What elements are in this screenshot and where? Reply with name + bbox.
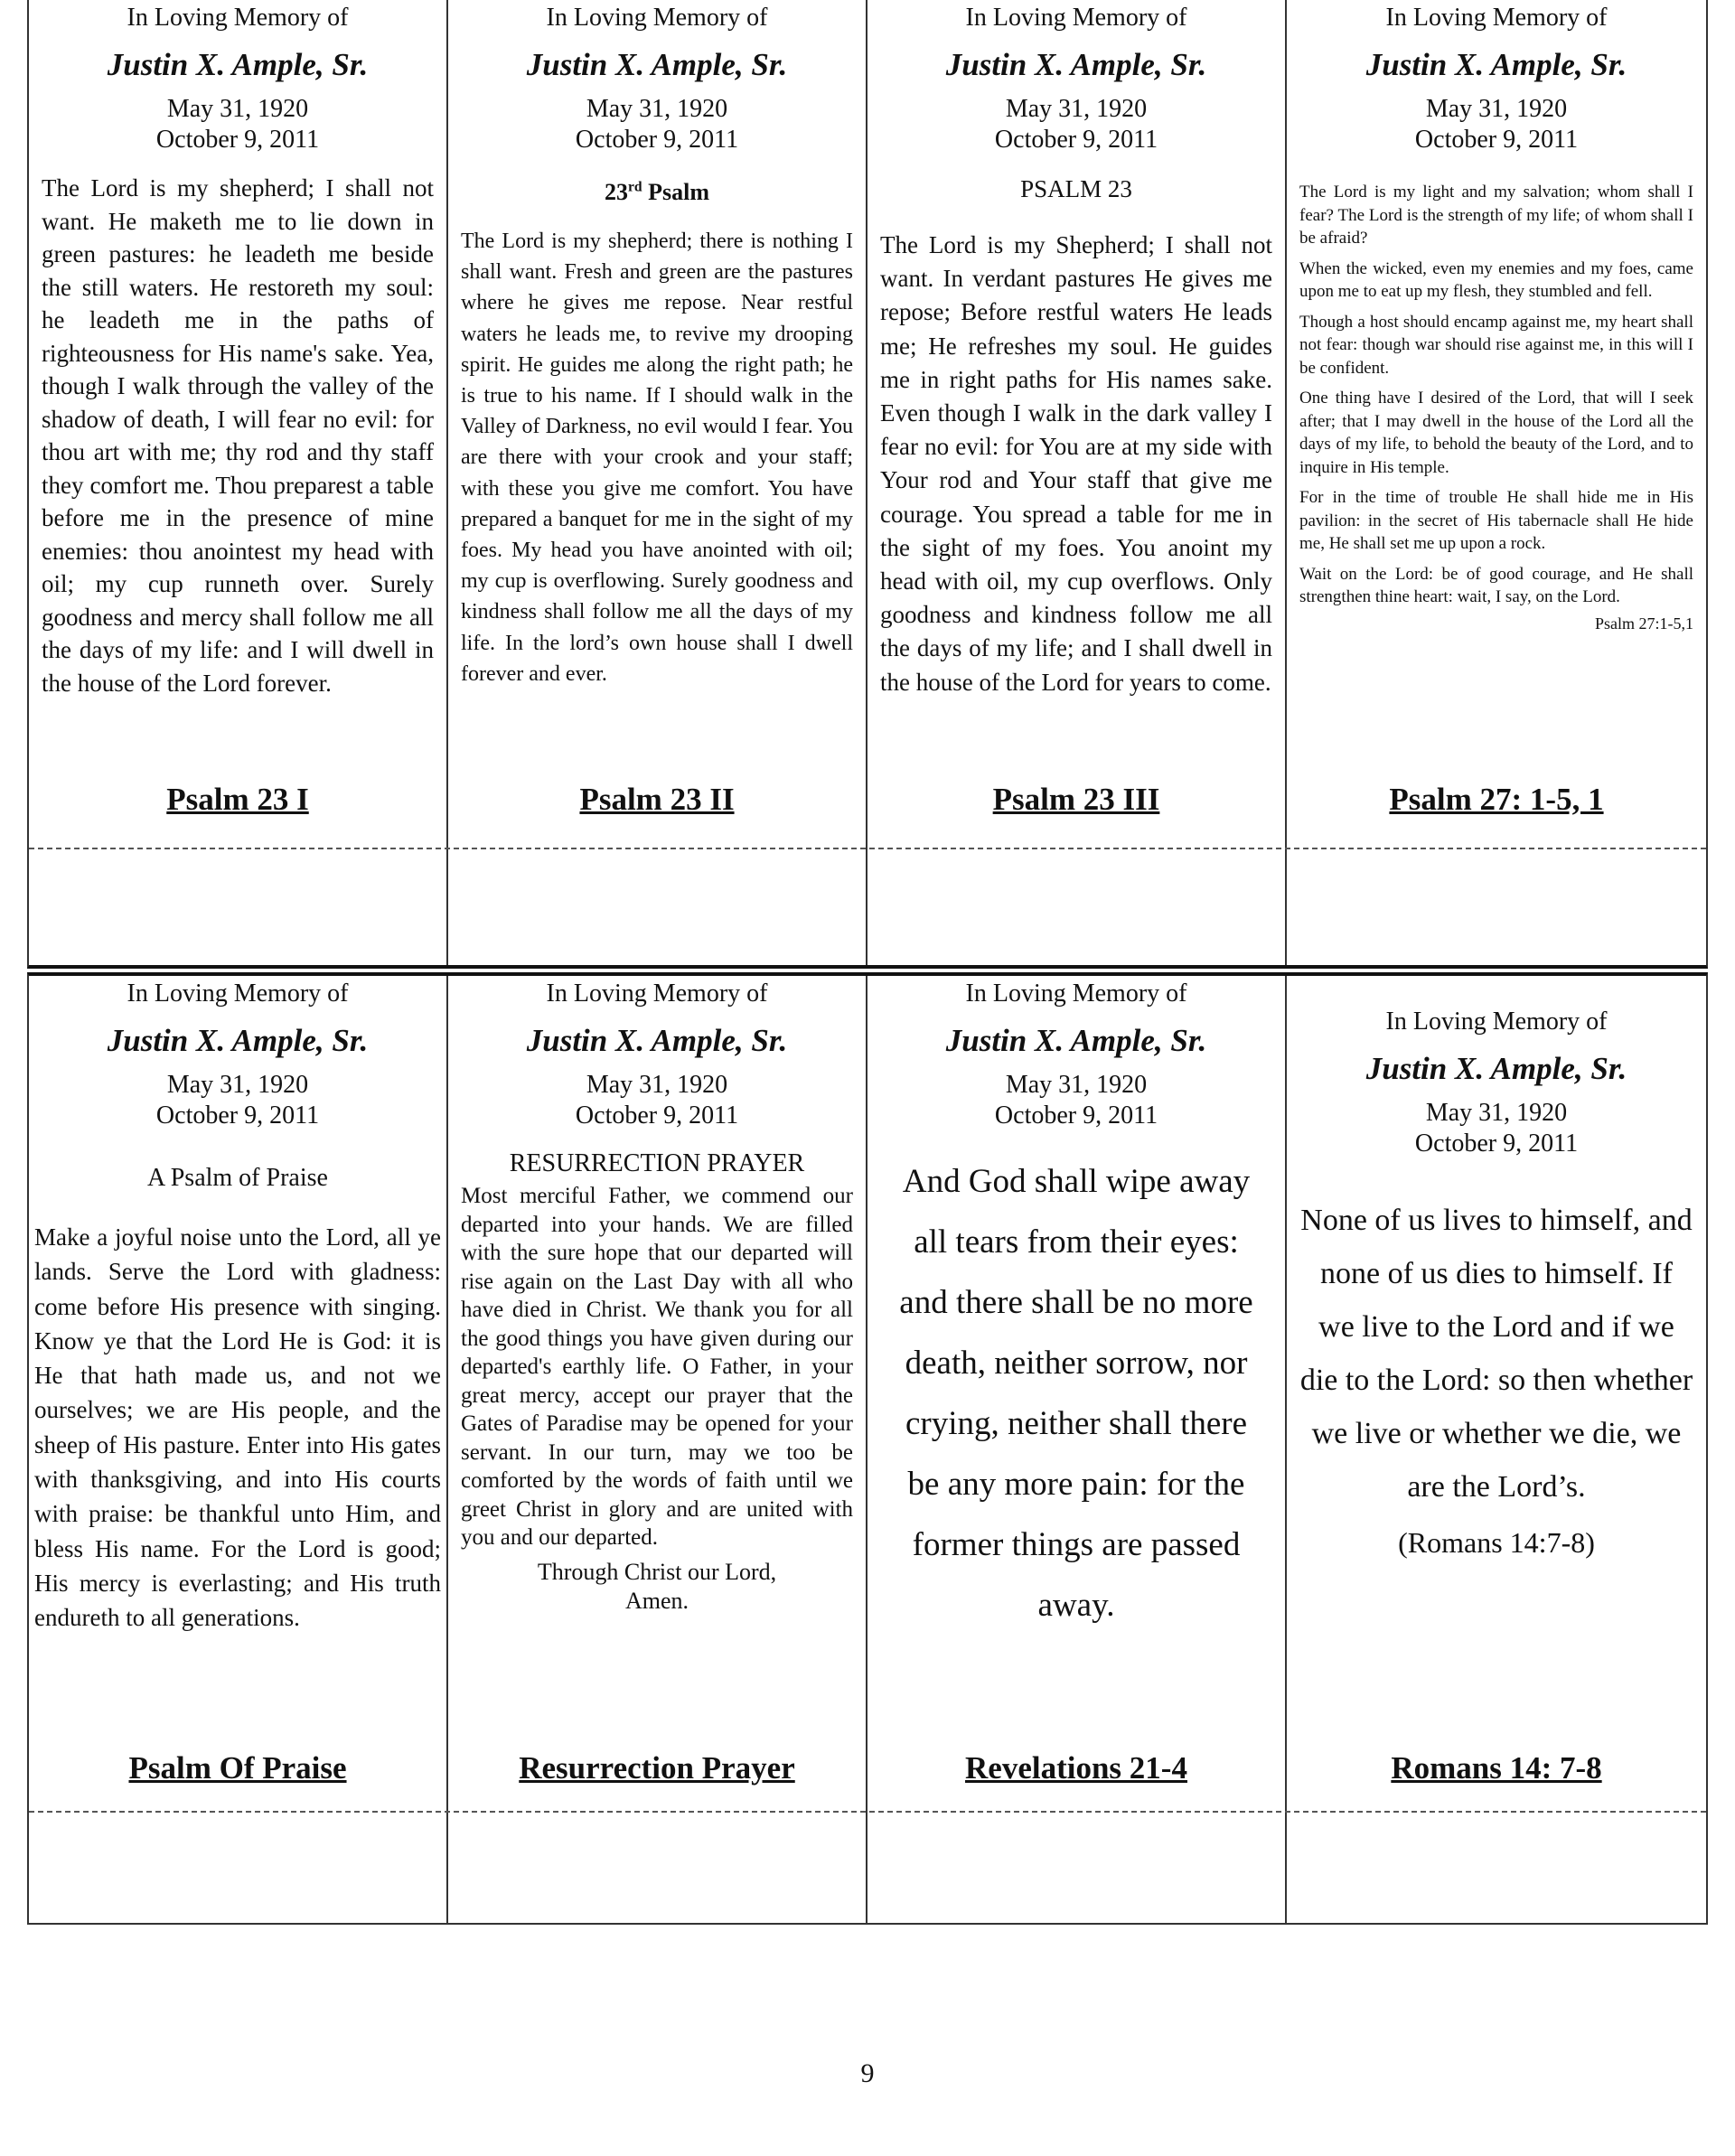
card-header [448, 2, 866, 155]
bottom-card-sheet [27, 972, 1708, 1925]
verse-paragraph: Wait on the Lord: be of good courage, and He shall strengthen thine heart: wait, I say, on the Lord. [1299, 564, 1693, 606]
card-header [29, 978, 446, 1131]
birth-date: May 31, 1920 [166, 1071, 309, 1099]
card-body-text: The Lord is my shepherd; there is nothing I shall want. Fresh and green are the pastures where he gives me repose. Near restful waters he leads me, to revive my drooping spirit. He guides me along the right path; he is true to his name. If I should walk in the Valley of Darkness, no evil would I fear. You are there with your crook and your staff; with these you give me comfort. You have prepared a banquet for me in the sight of my foes. My head you have anointed with oil; my cup is overflowing. Surely goodness and kindness shall follow me all the days of my life. In the lord’s own house shall I dwell forever and ever. [461, 230, 853, 686]
death-date: October 9, 2011 [155, 126, 320, 154]
verse-citation: Psalm 27:1-5,1 [1594, 614, 1693, 633]
card-resurrection-prayer [448, 976, 868, 1923]
card-header [868, 978, 1285, 1131]
card-body-text [1287, 181, 1706, 635]
death-date: October 9, 2011 [575, 1101, 739, 1130]
card-title: Romans 14: 7-8 [1391, 1750, 1602, 1786]
card-body-text: Most merciful Father, we commend our departed into your hands. We are filled with the sure hope that our departed will rise again on the Last Day with all who have died in Christ. We thank you for all the good things you have given during our departed's earthly life. O Father, in your great mercy, accept our prayer that the Gates of Paradise may be opened for your servant. In our turn, may we too be comforted by the words of faith until we greet Christ in glory and are united with you and our departed. [461, 1184, 853, 1550]
death-date: October 9, 2011 [994, 126, 1158, 154]
cut-line [29, 1811, 1706, 1813]
card-body-text: The Lord is my shepherd; I shall not want. He maketh me to lie down in green pastures: he leadeth me beside the still waters. He restoreth my soul: he leadeth me in the paths of righteousness for His name's sake. Yea, though I walk through the valley of the shadow of death, I will fear no evil: for thou art with me; thy rod and thy staff they comfort me. Thou preparest a table before me in the presence of mine enemies: thou anointest my head with oil; my cup runneth over. Surely goodness and mercy shall follow me all the days of my life: and I will dwell in the house of the Lord forever. [42, 174, 434, 697]
memory-line: In Loving Memory of [546, 4, 768, 32]
memory-line: In Loving Memory of [1385, 1008, 1608, 1036]
deceased-name: Justin X. Ample, Sr. [945, 1023, 1207, 1058]
death-date: October 9, 2011 [1414, 1130, 1579, 1158]
card-psalm-27 [1287, 0, 1706, 965]
memorial-dates [1287, 94, 1706, 155]
verse-paragraph: For in the time of trouble He shall hide me in His pavilion: in the secret of His tabernacle shall He hide me, He shall set me up upon a rock. [1299, 488, 1693, 553]
card-subtitle: PSALM 23 [1020, 175, 1132, 202]
birth-date: May 31, 1920 [1425, 95, 1568, 123]
memorial-dates [448, 1070, 866, 1131]
card-title: Psalm 23 I [166, 782, 309, 817]
deceased-name: Justin X. Ample, Sr. [526, 47, 788, 82]
card-romans [1287, 976, 1706, 1923]
card-title: Psalm Of Praise [128, 1750, 347, 1786]
card-body-text: The Lord is my Shepherd; I shall not want. In verdant pastures He gives me repose; Before restful waters He leads me; He refreshes my soul. He guides me in right paths for His names sake. Even though I walk in the dark valley I fear no evil: for You are at my side with Your rod and Your staff that give me courage. You spread a table for me in the sight of my foes. You anoint my head with oil, my cup overflows. Only goodness and kindness follow me all the days of my life; and I shall dwell in the house of the Lord for years to come. [880, 231, 1272, 696]
card-header [29, 2, 446, 155]
verse-paragraph: One thing have I desired of the Lord, that will I seek after; that I may dwell in the house of the Lord all the days of my life, to behold the beauty of the Lord, and to inquire in His temple. [1299, 389, 1693, 477]
card-subtitle: A Psalm of Praise [147, 1164, 328, 1192]
card-body-text: None of us lives to himself, and none of us dies to himself. If we live to the Lord and if we die to the Lord: so then whether we live or whether we die, we are the Lord’s. [1299, 1204, 1693, 1504]
memory-line: In Loving Memory of [127, 980, 349, 1008]
deceased-name: Justin X. Ample, Sr. [107, 1023, 369, 1058]
deceased-name: Justin X. Ample, Sr. [526, 1023, 788, 1058]
verse-paragraph: The Lord is my light and my salvation; whom shall I fear? The Lord is the strength of my life; of whom shall I be afraid? [1299, 183, 1693, 248]
birth-date: May 31, 1920 [1005, 95, 1148, 123]
deceased-name: Justin X. Ample, Sr. [1365, 1051, 1627, 1086]
subtitle-word: Psalm [642, 179, 709, 205]
deceased-name: Justin X. Ample, Sr. [1365, 47, 1627, 82]
memorial-dates [1287, 1098, 1706, 1159]
death-date: October 9, 2011 [155, 1101, 320, 1130]
death-date: October 9, 2011 [994, 1101, 1158, 1130]
card-title: Psalm 23 II [579, 782, 735, 817]
card-body-text: And God shall wipe away all tears from their eyes: and there shall be no more death, neither sorrow, nor crying, neither shall there be any more pain: for the former things are passed away. [899, 1163, 1253, 1624]
card-psalm-23-iii [868, 0, 1287, 965]
death-date: October 9, 2011 [575, 126, 739, 154]
card-header [868, 2, 1285, 155]
card-header [1287, 1006, 1706, 1159]
memory-line: In Loving Memory of [546, 980, 768, 1008]
page-number: 9 [860, 2058, 875, 2088]
memorial-dates [29, 1070, 446, 1131]
card-title: Psalm 27: 1-5, 1 [1389, 782, 1604, 817]
cut-line [29, 848, 1706, 849]
card-header [448, 978, 866, 1131]
birth-date: May 31, 1920 [586, 95, 728, 123]
memory-line: In Loving Memory of [965, 4, 1187, 32]
card-body-text: Make a joyful noise unto the Lord, all ye lands. Serve the Lord with gladness: come before His presence with singing. Know ye that the Lord He is God: it is He that hath made us, and not we ourselves; we are His people, and the sheep of His pasture. Enter into His gates with thanksgiving, and into His courts with praise: be thankful unto Him, and bless His name. For the Lord is good; His mercy is everlasting; and His truth endureth to all generations. [34, 1223, 441, 1632]
prayer-closing [448, 1558, 866, 1616]
card-title: Resurrection Prayer [519, 1750, 795, 1786]
memorial-dates [29, 94, 446, 155]
death-date: October 9, 2011 [1414, 126, 1579, 154]
card-psalm-of-praise [29, 976, 448, 1923]
memorial-dates [868, 1070, 1285, 1131]
birth-date: May 31, 1920 [166, 95, 309, 123]
card-title: Revelations 21-4 [965, 1750, 1187, 1786]
memorial-dates [448, 94, 866, 155]
card-revelations [868, 976, 1287, 1923]
top-card-sheet [27, 0, 1708, 969]
verse-paragraph: When the wicked, even my enemies and my foes, came upon me to eat up my flesh, they stumbled and fell. [1299, 258, 1693, 301]
subtitle-ordinal: rd [628, 179, 642, 195]
prayer-amen: Amen. [624, 1587, 689, 1614]
prayer-closing-line: Through Christ our Lord, [537, 1558, 777, 1585]
birth-date: May 31, 1920 [586, 1071, 728, 1099]
card-header [1287, 2, 1706, 155]
birth-date: May 31, 1920 [1005, 1071, 1148, 1099]
card-psalm-23-ii [448, 0, 868, 965]
memorial-dates [868, 94, 1285, 155]
card-title: Psalm 23 III [992, 782, 1160, 817]
subtitle-number: 23 [605, 179, 628, 205]
card-psalm-23-i [29, 0, 448, 965]
memory-line: In Loving Memory of [965, 980, 1187, 1008]
card-subtitle [448, 179, 866, 206]
verse-paragraph: Though a host should encamp against me, my heart shall not fear: though war should rise against me, in this will I be confident. [1299, 312, 1693, 378]
deceased-name: Justin X. Ample, Sr. [107, 47, 369, 82]
memory-line: In Loving Memory of [1385, 4, 1608, 32]
verse-citation: (Romans 14:7-8) [1398, 1526, 1595, 1559]
memory-line: In Loving Memory of [127, 4, 349, 32]
deceased-name: Justin X. Ample, Sr. [945, 47, 1207, 82]
card-subtitle: RESURRECTION PRAYER [509, 1149, 805, 1177]
birth-date: May 31, 1920 [1425, 1099, 1568, 1127]
